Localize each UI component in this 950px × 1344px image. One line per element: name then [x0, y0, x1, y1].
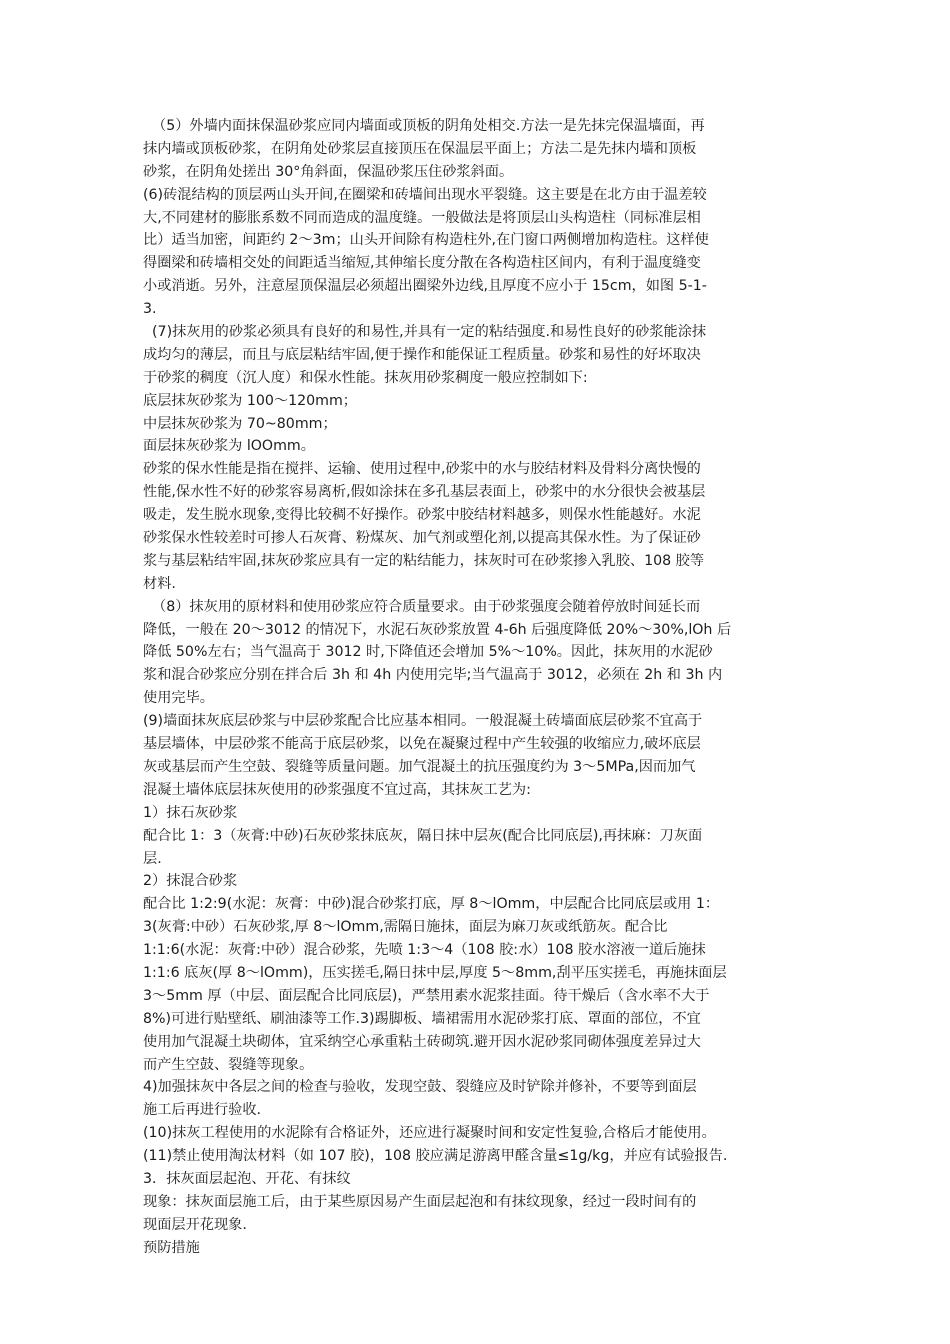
text-line: 基层墙体，中层砂浆不能高于底层砂浆，以免在凝聚过程中产生较强的收缩应力,破坏底层: [143, 736, 701, 753]
text-line: 比）适当加密，间距约 2～3m；山头开间除有构造柱外,在门窗口两侧增加构造柱。这样使: [143, 232, 709, 249]
text-line: 降低，一般在 20～3012 的情况下，水泥石灰砂浆放置 4-6h 后强度降低 20%～30%,lOh 后: [143, 621, 732, 638]
document-body: [143, 115, 811, 1282]
text-line: （5）外墙内面抹保温砂浆应同内墙面或顶板的阴角处相交.方法一是先抹完保温墙面，再: [143, 118, 705, 134]
text-line: 层.: [143, 850, 162, 867]
text-line: 性能,保水性不好的砂浆容易离析,假如涂抹在多孔基层表面上，砂浆中的水分很快会被基层: [143, 484, 706, 501]
text-line: 降低 50%左右；当气温高于 3012 时,下降值还会增加 5%～10%。因此，抹灰用的水泥砂: [143, 644, 713, 661]
text-line: 配合比 1:2:9(水泥：灰膏：中砂)混合砂浆打底，厚 8～lOmm，中层配合比同底层或用 1：: [143, 896, 720, 913]
text-line: 浆与基层粘结牢固,抹灰砂浆应具有一定的粘结能力，抹灰时可在砂浆掺入乳胶、108 胶等: [143, 552, 705, 569]
text-line: 1:1:6(水泥：灰膏:中砂）混合砂浆，先喷 1:3～4（108 胶:水）108 胶水溶液一道后施抹: [143, 942, 706, 959]
text-line: （8）抹灰用的原材料和使用砂浆应符合质量要求。由于砂浆强度会随着停放时间延长而: [143, 598, 701, 615]
text-line: 砂浆的保水性能是指在搅拌、运输、使用过程中,砂浆中的水与胶结材料及骨料分离快慢的: [143, 461, 701, 478]
text-line: 现面层开花现象.: [143, 1216, 247, 1233]
text-line: (7)抹灰用的砂浆必须具有良好的和易性,并具有一定的粘结强度.和易性良好的砂浆能涂抹: [143, 324, 707, 341]
text-line: 施工后再进行验收.: [143, 1102, 262, 1119]
text-line: 预防措施: [143, 1239, 200, 1256]
text-line: (6)砖混结构的顶层两山头开间,在圈梁和砖墙间出现水平裂缝。这主要是在北方由于温差较: [143, 186, 707, 203]
text-line: 3.: [143, 301, 157, 318]
section-heading: [143, 1260, 811, 1283]
text-line: 3．抹灰面层起泡、开花、有抹纹: [143, 1170, 351, 1187]
section-heading: 现象：抹灰面层施工后，由于某些原因易产生面层起泡和有抹纹现象，经过一段时间有的: [143, 1193, 697, 1210]
text-line: 小或消逝。另外，注意屋顶保温层必须超出圈梁外边线,且厚度不应小于 15cm，如图 5-1-: [143, 278, 707, 295]
text-line: 灰或基层而产生空鼓、裂缝等质量问题。加气混凝土的抗压强度约为 3～5MPa,因而加气: [143, 758, 696, 775]
text-line: 1）抹石灰砂浆: [143, 804, 238, 821]
text-line: (9)墙面抹灰底层砂浆与中层砂浆配合比应基本相同。一般混凝土砖墙面底层砂浆不宜高于: [143, 713, 703, 730]
text-line: (10)抹灰工程使用的水泥除有合格证外，还应进行凝聚时间和安定性复验,合格后才能使用。: [143, 1125, 716, 1142]
text-line: 2）抹混合砂浆: [143, 873, 238, 890]
text-line: 使用加气混凝土块砌体，宜采纳空心承重粘土砖砌筑.避开因水泥砂浆同砌体强度差异过大: [143, 1033, 701, 1050]
text-line: 1:1:6 底灰(厚 8～lOmm)，压实搓毛,隔日抹中层,厚度 5～8mm,刮平压实搓毛，再施抹面层: [143, 964, 727, 981]
text-line: 面层抹灰砂浆为 lOOmm。: [143, 438, 315, 455]
text-line: 3(灰膏:中砂）石灰砂浆,厚 8～lOmm,需隔日施抹，面层为麻刀灰或纸筋灰。配合比: [143, 919, 668, 936]
text-line: 得圈梁和砖墙相交处的间距适当缩短,其伸缩长度分散在各构造柱区间内，有利于温度缝变: [143, 255, 701, 272]
text-line: (11)禁止使用淘汰材料（如 107 胶)，108 胶应满足游离甲醛含量≤1g/kg，并应有试验报告.: [143, 1148, 728, 1165]
text-line: 底层抹灰砂浆为 100～120mm；: [143, 392, 357, 409]
text-line: 砂浆，在阴角处搓出 30°角斜面，保温砂浆压住砂浆斜面。: [143, 163, 514, 180]
text-line: 中层抹灰砂浆为 70~80mm；: [143, 415, 337, 432]
text-line: 而产生空鼓、裂缝等现象。: [143, 1056, 314, 1073]
text-line: 混凝土墙体底层抹灰使用的砂浆强度不宜过高，其抹灰工艺为:: [143, 781, 531, 798]
text-line: 成均匀的薄层，而且与底层粘结牢固,便于操作和能保证工程质量。砂浆和易性的好坏取决: [143, 346, 701, 363]
text-line: 4)加强抹灰中各层之间的检查与验收，发现空鼓、裂缝应及时铲除并修补，不要等到面层: [143, 1079, 697, 1096]
text-line: 3～5mm 厚（中层、面层配合比同底层)，严禁用素水泥浆挂面。待干燥后（含水率不大于: [143, 987, 710, 1004]
text-line: 吸走，发生脱水现象,变得比较稠不好操作。砂浆中胶结材料越多，则保水性能越好。水泥: [143, 507, 701, 524]
text-line: 浆和混合砂浆应分别在拌合后 3h 和 4h 内使用完毕;当气温高于 3012，必须在 2h 和 3h 内: [143, 667, 723, 684]
text-line: 使用完毕。: [143, 690, 214, 707]
text-line: 砂浆保水性较差时可掺人石灰膏、粉煤灰、加气剂或塑化剂,以提高其保水性。为了保证砂: [143, 530, 701, 547]
text-line: 抹内墙或顶板砂浆，在阴角处砂浆层直接顶压在保温层平面上；方法二是先抹内墙和顶板: [143, 140, 697, 157]
text-line: 配合比 1：3（灰膏:中砂)石灰砂浆抹底灰，隔日抹中层灰(配合比同底层),再抹麻：刀灰面: [143, 827, 703, 844]
text-line: 材料.: [143, 575, 176, 592]
text-line: 大,不同建材的膨胀系数不同而造成的温度缝。一般做法是将顶层山头构造柱（同标准层相: [143, 209, 701, 226]
text-line: 8%)可进行贴壁纸、刷油漆等工作.3)踢脚板、墙裙需用水泥砂浆打底、罩面的部位，不宜: [143, 1010, 701, 1027]
text-line: 于砂浆的稠度（沉人度）和保水性能。抹灰用砂浆稠度一般应控制如下:: [143, 369, 588, 386]
